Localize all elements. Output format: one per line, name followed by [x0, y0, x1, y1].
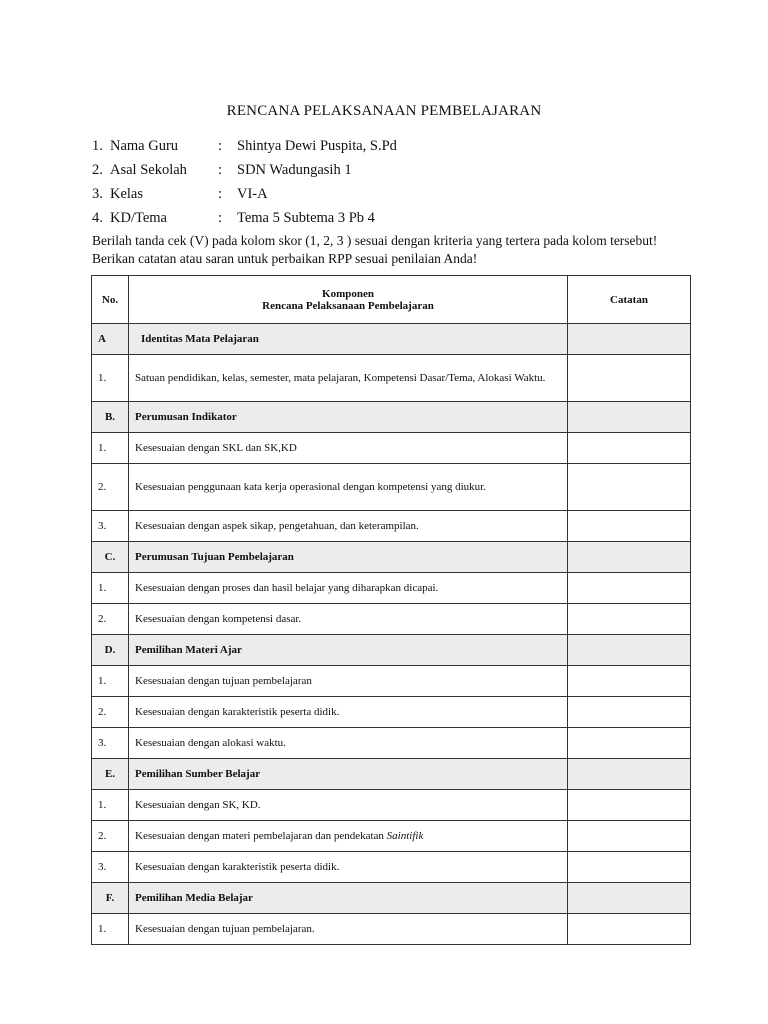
- item-no: 3.: [92, 728, 129, 759]
- item-text: Kesesuaian penggunaan kata kerja operasional dengan kompetensi yang diukur.: [129, 464, 568, 511]
- item-no: 2.: [92, 821, 129, 852]
- item-no: 1.: [92, 573, 129, 604]
- info-row-class: [92, 182, 397, 206]
- table-row: [92, 914, 691, 945]
- item-no: 2.: [92, 604, 129, 635]
- catatan-cell[interactable]: [568, 728, 691, 759]
- header-no: No.: [92, 276, 129, 324]
- item-no: 1.: [92, 433, 129, 464]
- table-row: [92, 511, 691, 542]
- instruction-line-2: Berikan catatan atau saran untuk perbaikan RPP sesuai penilaian Anda!: [92, 251, 478, 266]
- section-row-e: [92, 759, 691, 790]
- catatan-cell[interactable]: [568, 883, 691, 914]
- item-text: Kesesuaian dengan proses dan hasil belajar yang diharapkan dicapai.: [129, 573, 568, 604]
- catatan-cell[interactable]: [568, 511, 691, 542]
- catatan-cell[interactable]: [568, 573, 691, 604]
- info-value: Shintya Dewi Puspita, S.Pd: [237, 137, 397, 154]
- catatan-cell[interactable]: [568, 464, 691, 511]
- item-text: Kesesuaian dengan tujuan pembelajaran: [129, 666, 568, 697]
- instruction-text: [92, 232, 702, 268]
- table-row: [92, 697, 691, 728]
- header-komponen: [129, 276, 568, 324]
- identity-block: [92, 134, 397, 230]
- section-label: Pemilihan Sumber Belajar: [129, 759, 568, 790]
- item-text: Kesesuaian dengan kompetensi dasar.: [129, 604, 568, 635]
- item-text: Satuan pendidikan, kelas, semester, mata pelajaran, Kompetensi Dasar/Tema, Alokasi Waktu.: [129, 355, 568, 402]
- info-number: 3.: [92, 185, 103, 202]
- catatan-cell[interactable]: [568, 604, 691, 635]
- info-row-school: [92, 158, 397, 182]
- info-colon: :: [218, 137, 223, 154]
- info-label: Kelas: [110, 185, 144, 202]
- table-row: [92, 790, 691, 821]
- item-text: Kesesuaian dengan SK, KD.: [129, 790, 568, 821]
- header-komponen-line1: Komponen: [322, 287, 374, 300]
- table-row: [92, 821, 691, 852]
- info-value: Tema 5 Subtema 3 Pb 4: [237, 209, 375, 226]
- instruction-line-1: Berilah tanda cek (V) pada kolom skor (1, 2, 3 ) sesuai dengan kriteria yang tertera pada kolom tersebut!: [92, 233, 658, 248]
- section-label: Identitas Mata Pelajaran: [129, 324, 568, 355]
- section-row-b: [92, 402, 691, 433]
- item-text: Kesesuaian dengan SKL dan SK,KD: [129, 433, 568, 464]
- catatan-cell[interactable]: [568, 790, 691, 821]
- section-no: C.: [92, 542, 129, 573]
- section-label: Pemilihan Media Belajar: [129, 883, 568, 914]
- section-label: Perumusan Indikator: [129, 402, 568, 433]
- section-label: Perumusan Tujuan Pembelajaran: [129, 542, 568, 573]
- section-no: A: [92, 324, 129, 355]
- item-text: Kesesuaian dengan tujuan pembelajaran.: [129, 914, 568, 945]
- section-no: F.: [92, 883, 129, 914]
- info-value: VI-A: [237, 185, 268, 202]
- section-no: D.: [92, 635, 129, 666]
- item-text: Kesesuaian dengan karakteristik peserta didik.: [129, 852, 568, 883]
- catatan-cell[interactable]: [568, 852, 691, 883]
- assessment-table: [91, 275, 691, 945]
- section-no: E.: [92, 759, 129, 790]
- catatan-cell[interactable]: [568, 635, 691, 666]
- catatan-cell[interactable]: [568, 542, 691, 573]
- table-row: [92, 433, 691, 464]
- info-number: 4.: [92, 209, 103, 226]
- item-text: Kesesuaian dengan materi pembelajaran dan pendekatan: [135, 830, 387, 842]
- info-label: KD/Tema: [110, 209, 167, 226]
- table-row: [92, 573, 691, 604]
- header-komponen-line2: Rencana Pelaksanaan Pembelajaran: [262, 299, 434, 312]
- info-colon: :: [218, 185, 223, 202]
- section-row-c: [92, 542, 691, 573]
- info-number: 2.: [92, 161, 103, 178]
- catatan-cell[interactable]: [568, 821, 691, 852]
- item-no: 1.: [92, 790, 129, 821]
- catatan-cell[interactable]: [568, 355, 691, 402]
- table-row: [92, 355, 691, 402]
- table-row: [92, 852, 691, 883]
- table-row: [92, 604, 691, 635]
- item-text: Kesesuaian dengan alokasi waktu.: [129, 728, 568, 759]
- section-row-f: [92, 883, 691, 914]
- info-row-teacher: [92, 134, 397, 158]
- item-no: 3.: [92, 852, 129, 883]
- catatan-cell[interactable]: [568, 697, 691, 728]
- section-no: B.: [92, 402, 129, 433]
- catatan-cell[interactable]: [568, 666, 691, 697]
- item-no: 3.: [92, 511, 129, 542]
- item-text-mixed: [129, 821, 568, 852]
- catatan-cell[interactable]: [568, 433, 691, 464]
- header-catatan: Catatan: [568, 276, 691, 324]
- info-colon: :: [218, 161, 223, 178]
- info-number: 1.: [92, 137, 103, 154]
- item-no: 1.: [92, 355, 129, 402]
- catatan-cell[interactable]: [568, 324, 691, 355]
- catatan-cell[interactable]: [568, 759, 691, 790]
- item-text: Kesesuaian dengan karakteristik peserta didik.: [129, 697, 568, 728]
- info-row-theme: [92, 206, 397, 230]
- catatan-cell[interactable]: [568, 402, 691, 433]
- section-label: Pemilihan Materi Ajar: [129, 635, 568, 666]
- section-row-a: [92, 324, 691, 355]
- section-row-d: [92, 635, 691, 666]
- item-no: 1.: [92, 666, 129, 697]
- table-row: [92, 728, 691, 759]
- catatan-cell[interactable]: [568, 914, 691, 945]
- item-text-italic: Saintifik: [386, 830, 424, 842]
- info-label: Nama Guru: [110, 137, 179, 154]
- info-label: Asal Sekolah: [110, 161, 187, 178]
- item-text: Kesesuaian dengan aspek sikap, pengetahuan, dan keterampilan.: [129, 511, 568, 542]
- table-row: [92, 666, 691, 697]
- item-no: 2.: [92, 697, 129, 728]
- document-title: RENCANA PELAKSANAAN PEMBELAJARAN: [226, 103, 542, 119]
- info-value: SDN Wadungasih 1: [237, 161, 352, 178]
- item-no: 1.: [92, 914, 129, 945]
- table-row: [92, 464, 691, 511]
- item-no: 2.: [92, 464, 129, 511]
- info-colon: :: [218, 209, 223, 226]
- table-header-row: [92, 276, 691, 324]
